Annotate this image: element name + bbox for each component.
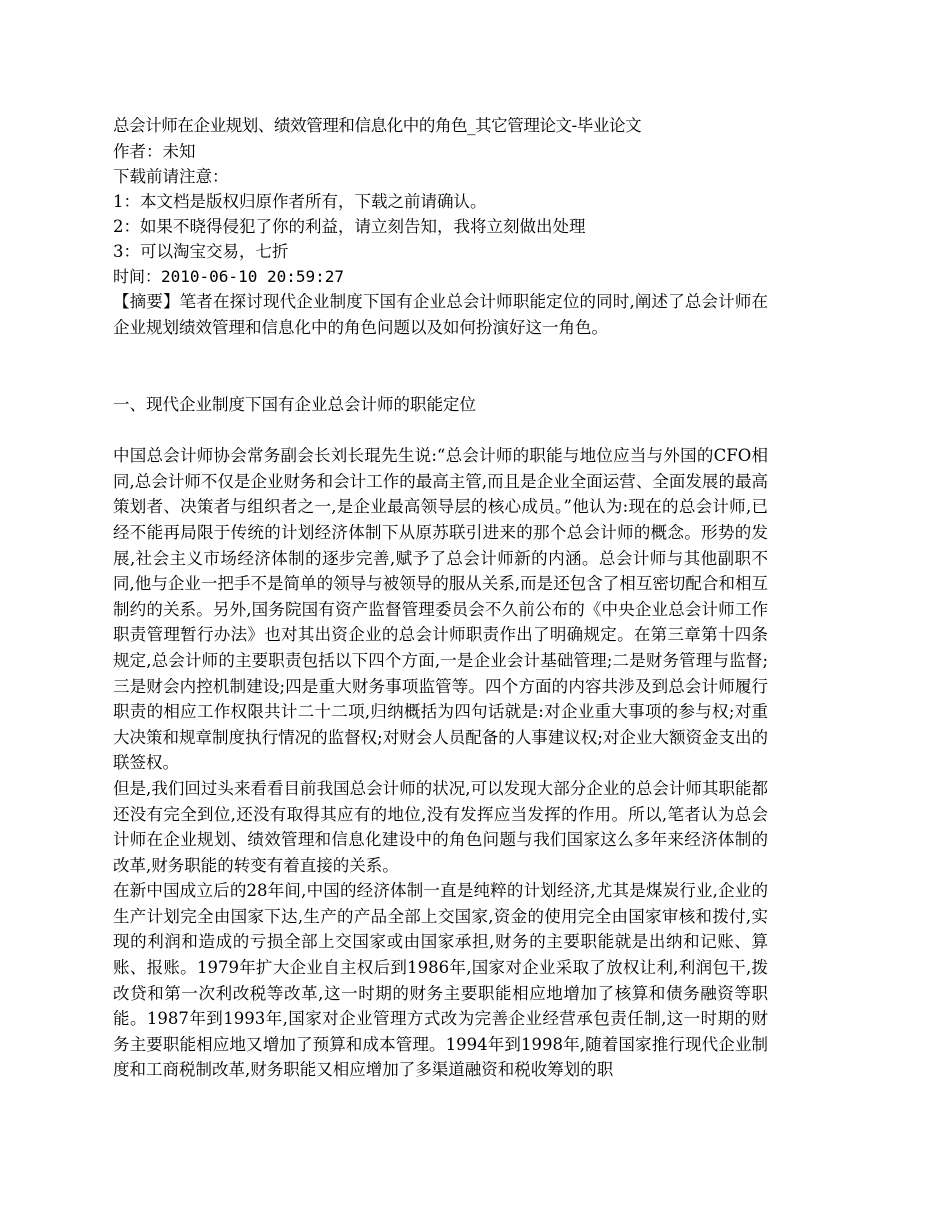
spacer (113, 340, 768, 392)
download-notice-heading: 下载前请注意： (113, 167, 229, 186)
notice-item-1: 1：本文档是版权归原作者所有，下载之前请确认。 (113, 192, 487, 211)
notice-item-3: 3：可以淘宝交易，七折 (113, 242, 289, 261)
body-paragraph-3: 在新中国成立后的28年间,中国的经济体制一直是纯粹的计划经济,尤其是煤炭行业,企业的生产计划完全由国家下达,生产的产品全部上交国家,资金的使用完全由国家审核和拨付,实现的利润和造成的亏损全部上交国家或由国家承担,财务的主要职能就是出纳和记账、算账、报账。1979年扩大企业自主权后到1986年,国家对企业采取了放权让利,利润包干,拨改贷和第一次利改税等改革,这一时期的财务主要职能相应地增加了核算和债务融资等职能。1987年到1993年,国家对企业管理方式改为完善企业经营承包责任制,这一时期的财务主要职能相应地又增加了预算和成本管理。1994年到1998年,随着国家推行现代企业制度和工商税制改革,财务职能又相应增加了多渠道融资和税收筹划的职 (113, 881, 768, 1080)
document-title: 总会计师在企业规划、绩效管理和信息化中的角色_其它管理论文-毕业论文 (113, 116, 642, 135)
document-page (113, 113, 768, 1083)
section-heading: 一、现代企业制度下国有企业总会计师的职能定位 (113, 395, 476, 415)
body-paragraph-2: 但是,我们回过头来看看目前我国总会计师的状况,可以发现大部分企业的总会计师其职能都还没有完全到位,还没有取得其应有的地位,没有发挥应当发挥的作用。所以,笔者认为总会计师在企业规划、绩效管理和信息化建设中的角色问题与我们国家这么多年来经济体制的改革,财务职能的转变有着直接的关系。 (113, 778, 768, 875)
time-line: 时间：2010-06-10 20:59:27 (113, 267, 345, 286)
abstract: 【摘要】笔者在探讨现代企业制度下国有企业总会计师职能定位的同时,阐述了总会计师在企业规划绩效管理和信息化中的角色问题以及如何扮演好这一角色。 (113, 292, 768, 337)
body-paragraph-1: 中国总会计师协会常务副会长刘长琨先生说:“总会计师的职能与地位应当与外国的CFO相同,总会计师不仅是企业财务和会计工作的最高主管,而且是企业全面运营、全面发展的最高策划者、决策者与组织者之一,是企业最高领导层的核心成员。”他认为:现在的总会计师,已经不能再局限于传统的计划经济体制下从原苏联引进来的那个总会计师的概念。形势的发展,社会主义市场经济体制的逐步完善,赋予了总会计师新的内涵。总会计师与其他副职不同,他与企业一把手不是简单的领导与被领导的服从关系,而是还包含了相互密切配合和相互制约的关系。另外,国务院国有资产监督管理委员会不久前公布的《中央企业总会计师工作职责管理暂行办法》也对其出资企业的总会计师职责作出了明确规定。在第三章第十四条规定,总会计师的主要职责包括以下四个方面,一是企业会计基础管理;二是财务管理与监督;三是财会内控机制建设;四是重大财务事项监管等。四个方面的内容共涉及到总会计师履行职责的相应工作权限共计二十二项,归纳概括为四句话就是:对企业重大事项的参与权;对重大决策和规章制度执行情况的监督权;对财会人员配备的人事建议权;对企业大额资金支出的联签权。 (113, 446, 768, 773)
notice-item-2: 2：如果不晓得侵犯了你的利益，请立刻告知，我将立刻做出处理 (113, 217, 586, 236)
author-line: 作者：未知 (113, 142, 196, 161)
spacer (113, 417, 768, 443)
